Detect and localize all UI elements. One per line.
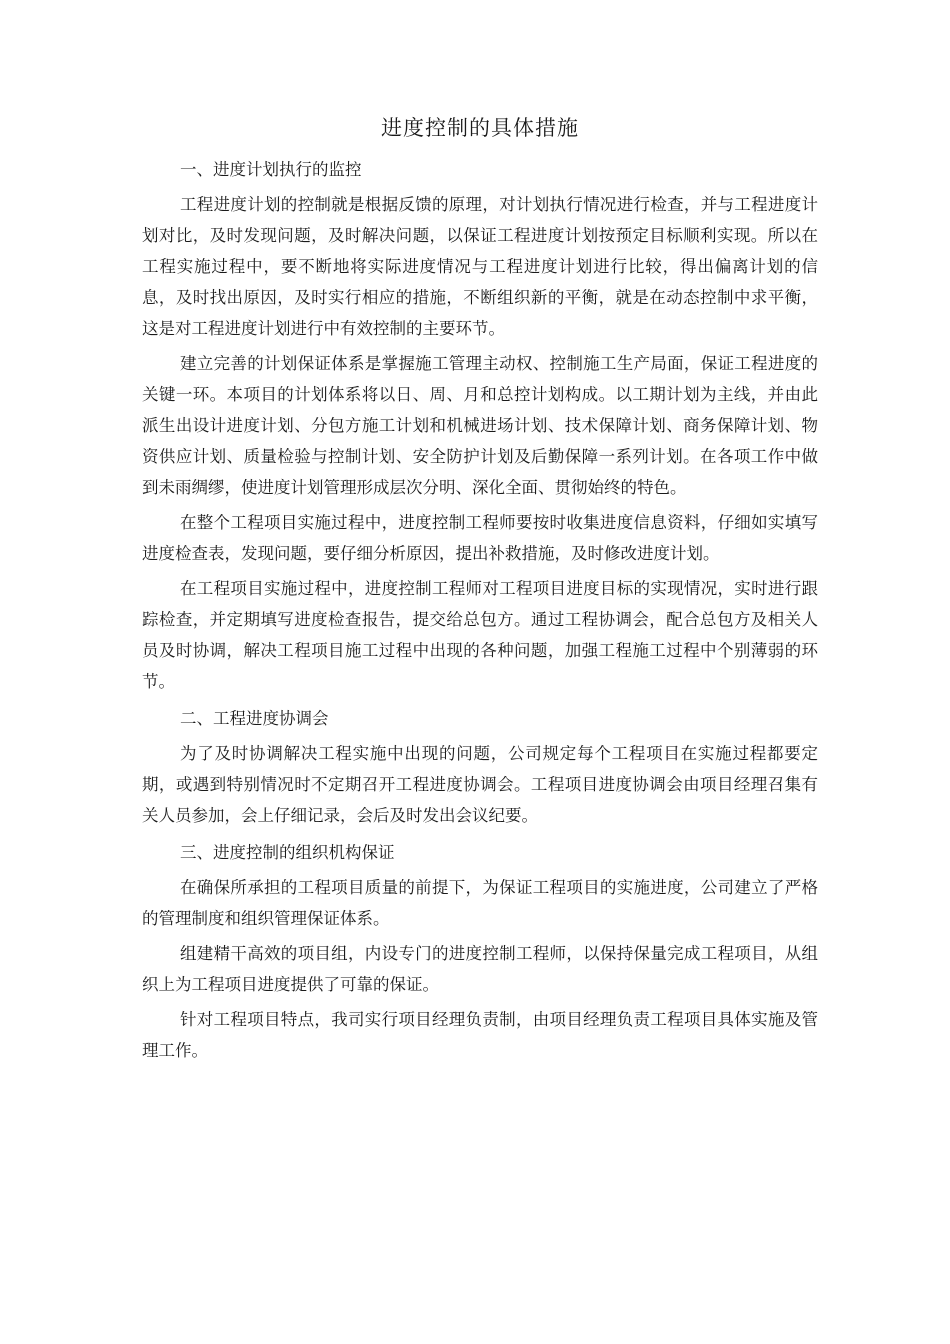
paragraph-6: 在确保所承担的工程项目质量的前提下，为保证工程项目的实施进度，公司建立了严格的管理制度和组织管理保证体系。 [142, 878, 818, 928]
document-page [142, 108, 818, 1070]
paragraph-3: 在整个工程项目实施过程中，进度控制工程师要按时收集进度信息资料，仔细如实填写进度检查表，发现问题，要仔细分析原因，提出补救措施，及时修改进度计划。 [142, 513, 818, 563]
section-heading-3: 三、进度控制的组织机构保证 [180, 843, 395, 862]
section-heading-1: 一、进度计划执行的监控 [180, 160, 362, 179]
paragraph-2: 建立完善的计划保证体系是掌握施工管理主动权、控制施工生产局面，保证工程进度的关键一环。本项目的计划体系将以日、周、月和总控计划构成。以工期计划为主线，并由此派生出设计进度计划、分包方施工计划和机械进场计划、技术保障计划、商务保障计划、物资供应计划、质量检验与控制计划、安全防护计划及后勤保障一系列计划。在各项工作中做到未雨绸缪，使进度计划管理形成层次分明、深化全面、贯彻始终的特色。 [142, 354, 818, 497]
document-title: 进度控制的具体措施 [381, 116, 579, 140]
paragraph-8: 针对工程项目特点，我司实行项目经理负责制，由项目经理负责工程项目具体实施及管理工作。 [142, 1010, 818, 1060]
paragraph-4: 在工程项目实施过程中，进度控制工程师对工程项目进度目标的实现情况，实时进行跟踪检查，并定期填写进度检查报告，提交给总包方。通过工程协调会，配合总包方及相关人员及时协调，解决工程项目施工过程中出现的各种问题，加强工程施工过程中个别薄弱的环节。 [142, 579, 818, 691]
paragraph-1: 工程进度计划的控制就是根据反馈的原理，对计划执行情况进行检查，并与工程进度计划对比，及时发现问题，及时解决问题，以保证工程进度计划按预定目标顺利实现。所以在工程实施过程中，要不断地将实际进度情况与工程进度计划进行比较，得出偏离计划的信息，及时找出原因，及时实行相应的措施，不断组织新的平衡，就是在动态控制中求平衡，这是对工程进度计划进行中有效控制的主要环节。 [142, 195, 818, 338]
paragraph-7: 组建精干高效的项目组，内设专门的进度控制工程师，以保持保量完成工程项目，从组织上为工程项目进度提供了可靠的保证。 [142, 944, 818, 994]
section-heading-2: 二、工程进度协调会 [180, 709, 329, 728]
paragraph-5: 为了及时协调解决工程实施中出现的问题，公司规定每个工程项目在实施过程都要定期，或遇到特别情况时不定期召开工程进度协调会。工程项目进度协调会由项目经理召集有关人员参加，会上仔细记录，会后及时发出会议纪要。 [142, 744, 818, 825]
